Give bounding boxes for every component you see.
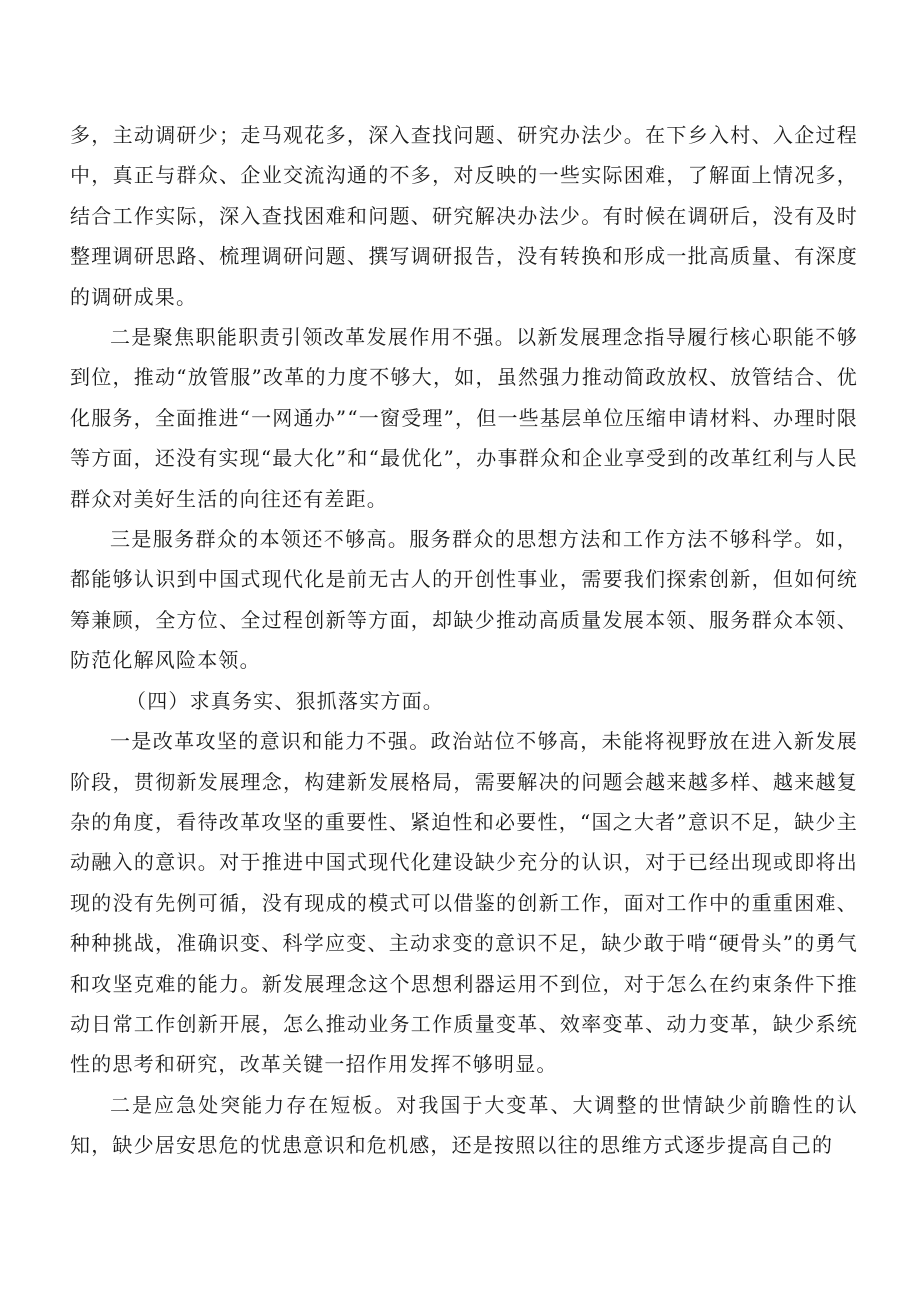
document-body <box>70 115 858 1166</box>
section-heading: （四）求真务实、狠抓落实方面。 <box>126 688 444 713</box>
paragraph-reform-awareness: 一是改革攻坚的意识和能力不强。政治站位不够高，未能将视野放在进入新发展阶段，贯彻新发展理念，构建新发展格局，需要解决的问题会越来越多样、越来越复杂的角度，看待改革攻坚的重要性、紧迫性和必要性，“国之大者”意识不足，缺少主动融入的意识。对于推进中国式现代化建设缺少充分的认识，对于已经出现或即将出现的没有先例可循，没有现成的模式可以借鉴的创新工作，面对工作中的重重困难、种种挑战，准确识变、科学应变、主动求变的意识不足，缺少敢于啃“硬骨头”的勇气和攻坚克难的能力。新发展理念这个思想利器运用不到位，对于怎么在约束条件下推动日常工作创新开展，怎么推动业务工作质量变革、效率变革、动力变革，缺少系统性的思考和研究，改革关键一招作用发挥不够明显。 <box>70 729 858 1077</box>
paragraph-continuation: 多，主动调研少；走马观花多，深入查找问题、研究办法少。在下乡入村、入企过程中，真正与群众、企业交流沟通的不多，对反映的一些实际困难，了解面上情况多，结合工作实际，深入查找困难和问题、研究解决办法少。有时候在调研后，没有及时整理调研思路、梳理调研问题、撰写调研报告，没有转换和形成一批高质量、有深度的调研成果。 <box>70 123 858 309</box>
paragraph-service-ability: 三是服务群众的本领还不够高。服务群众的思想方法和工作方法不够科学。如，都能够认识到中国式现代化是前无古人的开创性事业，需要我们探索创新，但如何统筹兼顾，全方位、全过程创新等方面，却缺少推动高质量发展本领、服务群众本领、防范化解风险本领。 <box>70 527 858 673</box>
paragraph-emergency-response: 二是应急处突能力存在短板。对我国于大变革、大调整的世情缺少前瞻性的认知，缺少居安思危的忧患意识和危机感，还是按照以往的思维方式逐步提高自己的 <box>70 1092 858 1158</box>
paragraph-reform-role: 二是聚焦职能职责引领改革发展作用不强。以新发展理念指导履行核心职能不够到位，推动“放管服”改革的力度不够大，如，虽然强力推动简政放权、放管结合、优化服务，全面推进“一网通办”“一窗受理”，但一些基层单位压缩申请材料、办理时限等方面，还没有实现“最大化”和“最优化”，办事群众和企业享受到的改革红利与人民群众对美好生活的向往还有差距。 <box>70 325 858 511</box>
